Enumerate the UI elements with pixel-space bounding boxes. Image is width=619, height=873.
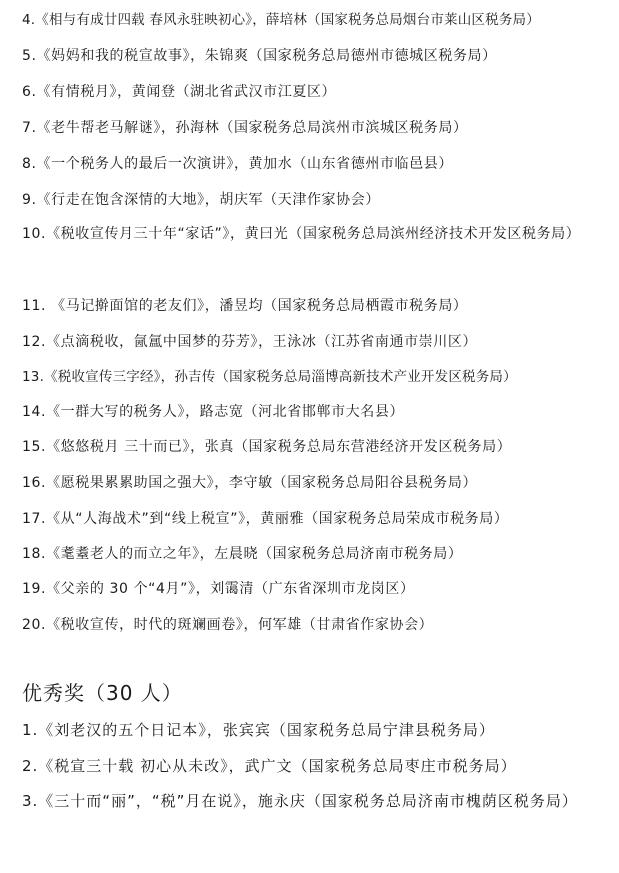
list-item: 10.《税收宣传月三十年“家话”》，黄曰光（国家税务总局滨州经济技术开发区税务局） [22,226,581,242]
list-item: 5.《妈妈和我的税宣故事》，朱锦爽（国家税务总局德州市德城区税务局） [22,48,497,64]
list-item: 20.《税收宣传，时代的斑斓画卷》，何军雄（甘肃省作家协会） [22,617,434,633]
list-item: 11. 《马记擀面馆的老友们》，潘昱均（国家税务总局栖霞市税务局） [22,298,468,314]
list-item: 19.《父亲的 30 个“4月”》，刘霭清（广东省深圳市龙岗区） [22,581,415,597]
list-item: 9.《行走在饱含深情的大地》，胡庆军（天津作家协会） [22,192,380,208]
list-item: 6.《有情税月》，黄闻登（湖北省武汉市江夏区） [22,84,337,100]
list-item: 18.《耄耋老人的而立之年》，左晨晓（国家税务总局济南市税务局） [22,546,463,562]
list-item: 16.《愿税果累累助国之强大》，李守敏（国家税务总局阳谷县税务局） [22,475,478,491]
list-item: 14.《一群大写的税务人》，路志宽（河北省邯郸市大名县） [22,404,405,420]
list-item: 13.《税收宣传三字经》，孙吉传（国家税务总局淄博高新技术产业开发区税务局） [22,369,517,385]
list-item: 4.《相与有成廿四载 春风永驻映初心》，薛培林（国家税务总局烟台市莱山区税务局） [22,12,540,28]
list-item: 15.《悠悠税月 三十而已》，张真（国家税务总局东营港经济开发区税务局） [22,439,512,455]
list-item: 1.《刘老汉的五个日记本》，张宾宾（国家税务总局宁津县税务局） [22,721,495,739]
list-item: 8.《一个税务人的最后一次演讲》，黄加水（山东省德州市临邑县） [22,156,453,172]
list-item: 2.《税宣三十载 初心从未改》，武广文（国家税务总局枣庄市税务局） [22,757,517,775]
list-item: 12.《点滴税收，氤氲中国梦的芬芳》，王泳冰（江苏省南通市崇川区） [22,334,478,350]
section-heading: 优秀奖（30 人） [22,681,183,705]
list-item: 7.《老牛帮老马解谜》，孙海林（国家税务总局滨州市滨城区税务局） [22,120,468,136]
list-item: 3.《三十而“丽”，“税”月在说》，施永庆（国家税务总局济南市槐荫区税务局） [22,792,578,810]
list-item: 17.《从“人海战术”到“线上税宣”》，黄丽雅（国家税务总局荣成市税务局） [22,511,509,527]
